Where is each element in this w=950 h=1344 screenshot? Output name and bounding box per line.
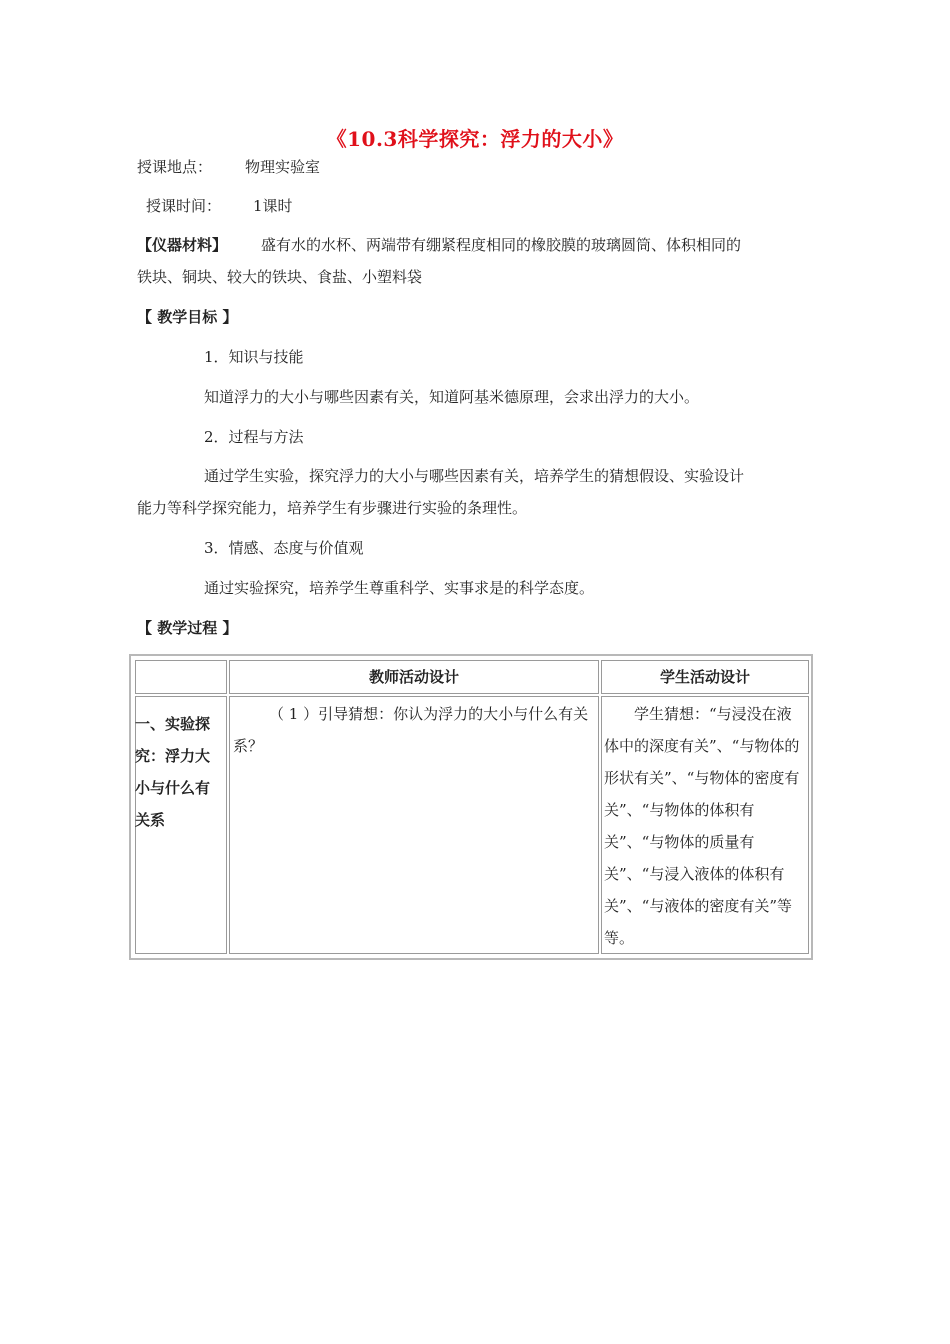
location-label: 授课地点：: [137, 158, 213, 176]
goal1-title: 1．知识与技能: [204, 348, 304, 366]
header-stage-cell: [135, 660, 227, 694]
goal2-title: 2．过程与方法: [204, 428, 304, 446]
goal3-text: 通过实验探究，培养学生尊重科学、实事求是的科学态度。: [204, 579, 595, 597]
row1-student-text: 学生猜想：“与浸没在液体中的深度有关”、“与物体的形状有关”、“与物体的密度有关”、“与物体的体积有关”、“与物体的质量有关”、“与浸入液体的体积有关”、“与液体的密度有关”等等。: [604, 705, 800, 947]
header-student-cell: [601, 660, 809, 694]
header-student-label: 学生活动设计: [659, 668, 750, 686]
process-heading: 【 教学过程 】: [137, 619, 238, 637]
goal3-title: 3．情感、态度与价值观: [204, 539, 364, 557]
materials-heading: 【仪器材料】: [137, 236, 228, 254]
goal1-text: 知道浮力的大小与哪些因素有关，知道阿基米德原理，会求出浮力的大小。: [204, 388, 700, 406]
header-teacher-cell: [229, 660, 599, 694]
document-title: 《10.3科学探究：浮力的大小》: [326, 127, 624, 151]
process-table: [129, 654, 813, 960]
time-label: 授课时间：: [146, 197, 222, 215]
location-value: 物理实验室: [245, 158, 321, 176]
materials-text-line2: 铁块、铜块、较大的铁块、食盐、小塑料袋: [137, 268, 423, 286]
time-value: 1课时: [253, 197, 293, 215]
materials-text-line1: 盛有水的水杯、两端带有绷紧程度相同的橡胶膜的玻璃圆筒、体积相同的: [261, 236, 742, 254]
row1-teacher-text: （ 1 ）引导猜想：你认为浮力的大小与什么有关系？: [233, 705, 589, 755]
goals-heading: 【 教学目标 】: [137, 308, 238, 326]
header-teacher-label: 教师活动设计: [368, 668, 459, 686]
goal2-text-line2: 能力等科学探究能力，培养学生有步骤进行实验的条理性。: [137, 499, 528, 517]
row1-stage-text: 一、实验探究：浮力大小与什么有关系: [135, 715, 211, 829]
goal2-text-line1: 通过学生实验，探究浮力的大小与哪些因素有关，培养学生的猜想假设、实验设计: [204, 467, 745, 485]
